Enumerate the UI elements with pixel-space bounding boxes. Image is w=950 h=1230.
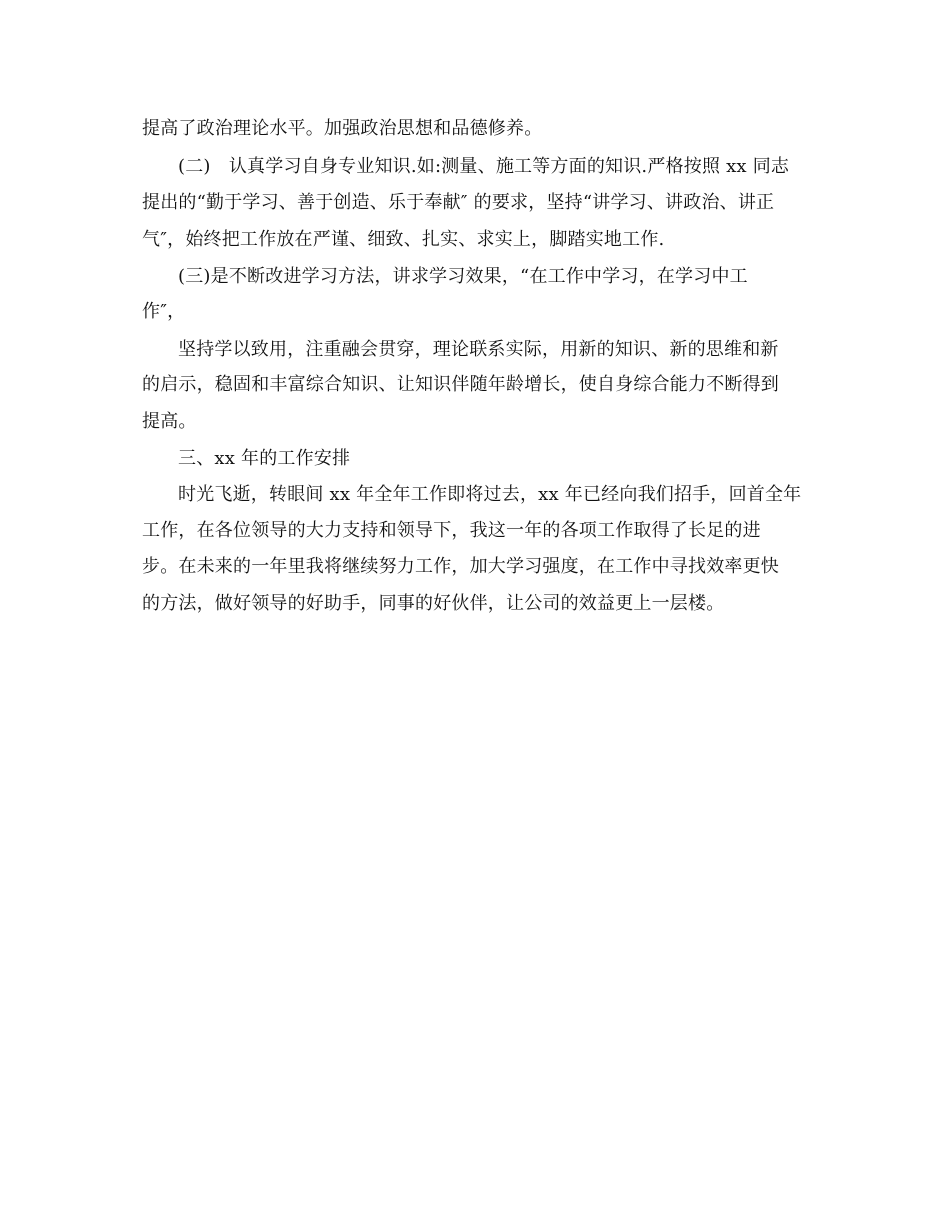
text-line: 提高了政治理论水平。加强政治思想和品德修养。 — [142, 118, 543, 139]
text-line: 提高。 — [142, 411, 197, 432]
text-line: 时光飞逝，转眼间 xx 年全年工作即将过去，xx 年已经向我们招手，回首全年 — [178, 484, 802, 505]
text-line: (三)是不断改进学习方法，讲求学习效果，“在工作中学习，在学习中工 — [178, 266, 748, 287]
text-line: 的方法，做好领导的好助手，同事的好伙伴，让公司的效益更上一层楼。 — [142, 593, 725, 614]
text-line: 气″，始终把工作放在严谨、细致、扎实、求实上，脚踏实地工作. — [142, 229, 665, 250]
text-line: 提出的“勤于学习、善于创造、乐于奉献″ 的要求，坚持“讲学习、讲政治、讲正 — [142, 192, 775, 213]
section-heading: 三、xx 年的工作安排 — [178, 448, 351, 469]
text-line: 步。在未来的一年里我将继续努力工作，加大学习强度，在工作中寻找效率更快 — [142, 556, 779, 577]
text-line: 作″， — [142, 301, 186, 322]
text-line: 的启示，稳固和丰富综合知识、让知识伴随年龄增长，使自身综合能力不断得到 — [142, 374, 779, 395]
text-line: 工作，在各位领导的大力支持和领导下，我这一年的各项工作取得了长足的进 — [142, 520, 761, 541]
text-line: 坚持学以致用，注重融会贯穿，理论联系实际，用新的知识、新的思维和新 — [178, 339, 779, 360]
text-line: (二) 认真学习自身专业知识.如:测量、施工等方面的知识.严格按照 xx 同志 — [178, 156, 790, 177]
